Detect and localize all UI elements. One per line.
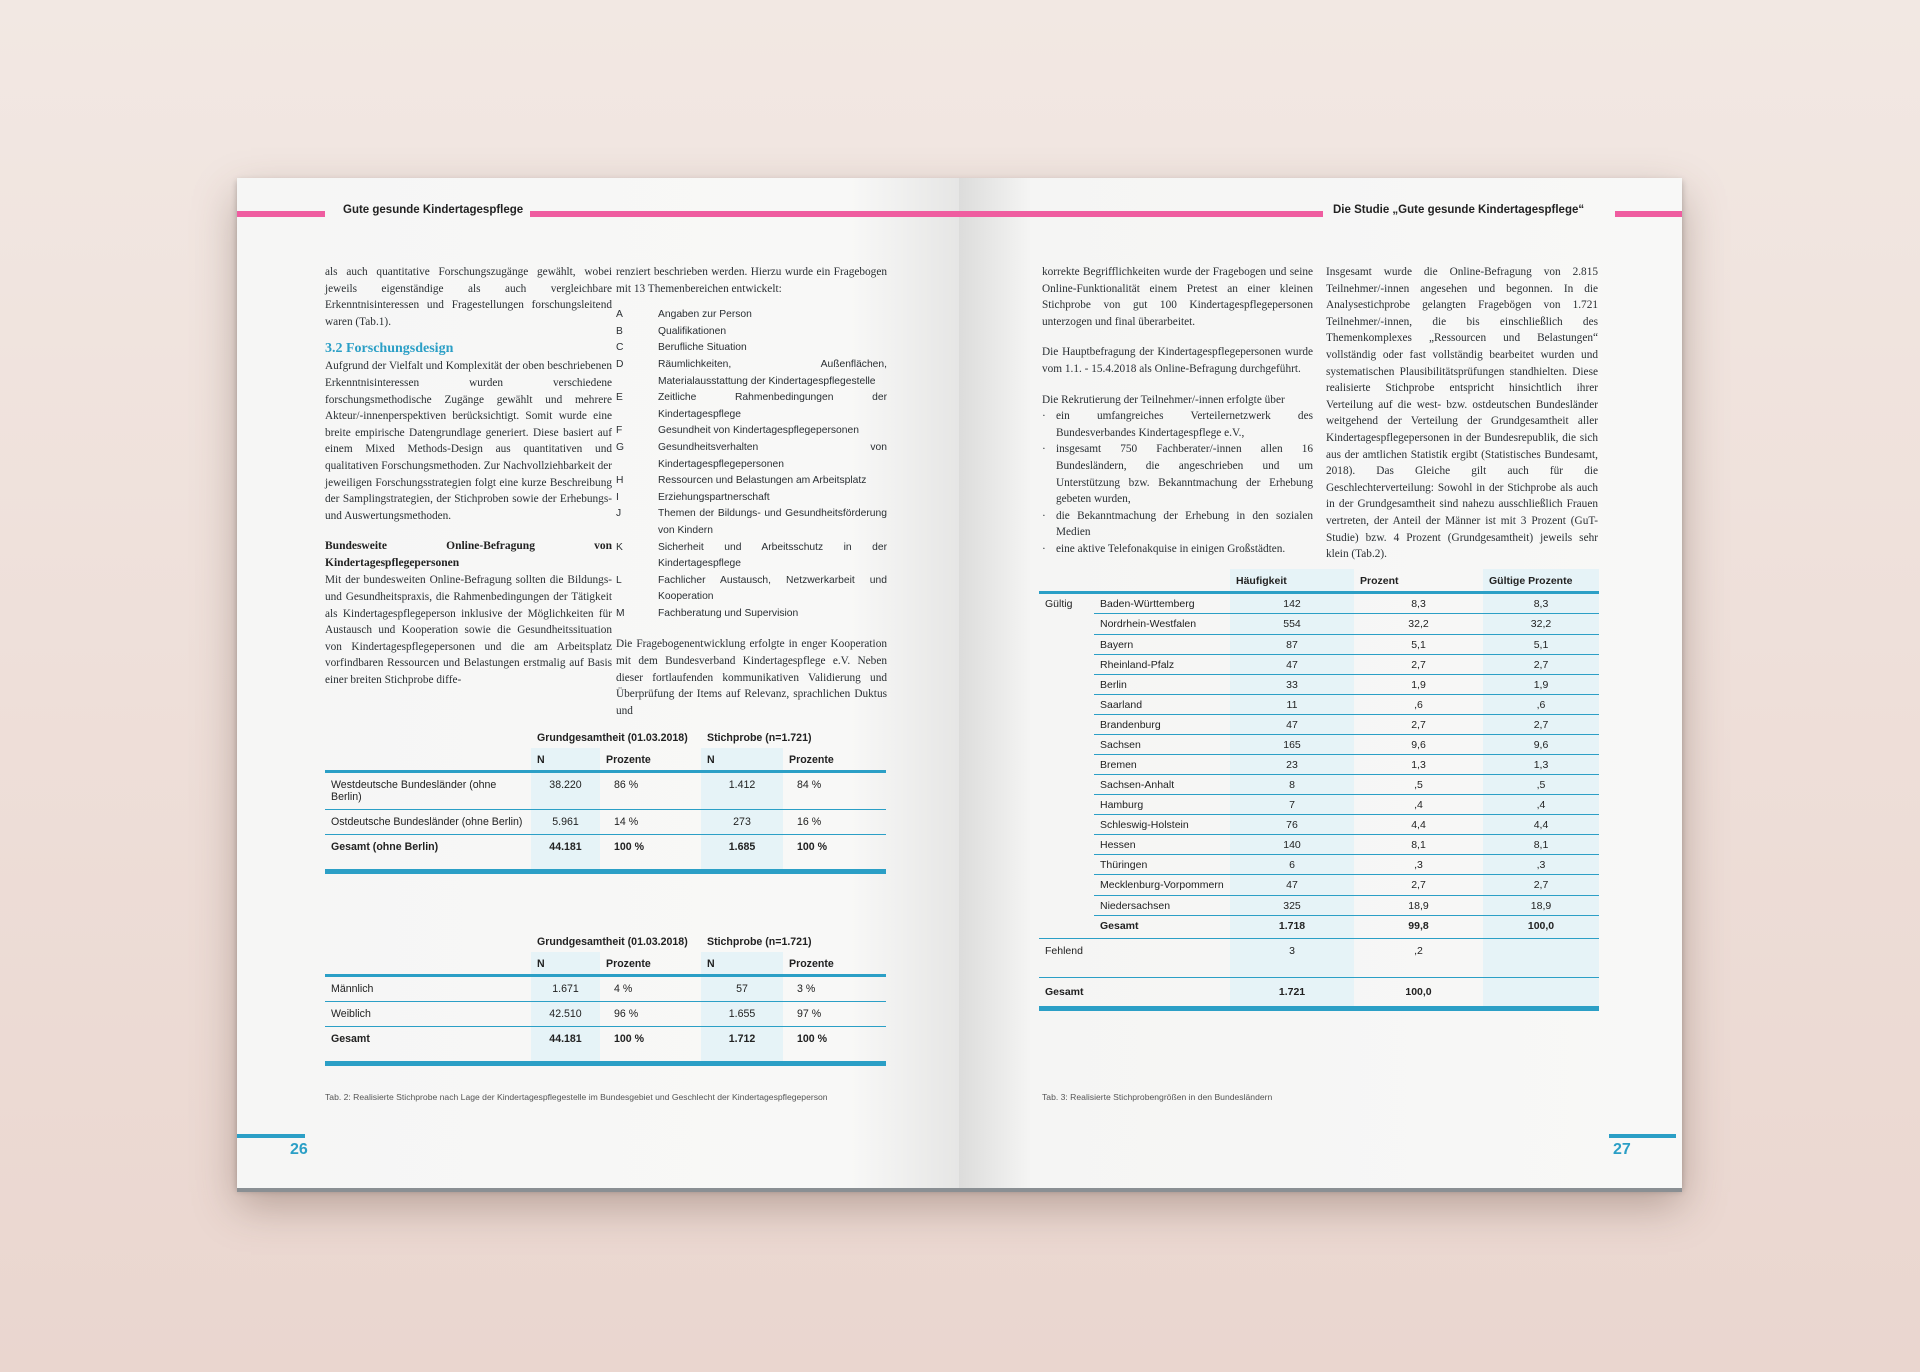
cell-percent: 1,9 xyxy=(1354,675,1483,695)
state-name: Baden-Württemberg xyxy=(1094,593,1230,614)
cell-frequency: 142 xyxy=(1230,593,1354,614)
cell-frequency: 1.718 xyxy=(1230,916,1354,939)
cell-frequency: 11 xyxy=(1230,695,1354,715)
topic-list xyxy=(616,307,887,622)
header-rule-left xyxy=(237,211,325,217)
table3-col-valid: Gültige Prozente xyxy=(1483,569,1599,593)
cell-percent: 100,0 xyxy=(1354,978,1483,1009)
total-label: Gesamt xyxy=(1039,978,1230,1009)
topic-text: Gesundheitsverhalten von Kindertagespflegepersonen xyxy=(658,441,887,470)
topic-text: Ressourcen und Belastungen am Arbeitsplatz xyxy=(658,475,867,487)
sample-paragraph: Insgesamt wurde die Online-Befragung von 2.815 Teilnehmer/-innen angesehen und begonnen. In die Analysestichprobe gelangten Fragebögen von 1.721 Teilnehmer/-innen, die bis einschließlich des Themenkomplexes „Ressourcen und Belastungen“ vollständig oder fast vollständig bearbeitet wurden und systematischen Plausibilitätsprüfungen standhielten. Diese realisierte Stichprobe entspricht hinsichtlich ihrer Verteilung auf die west- bzw. ostdeutschen Bundesländer weitgehend der Verteilung der Grundgesamtheit aller Kindertagespflegepersonen in der Bundesrepublik, die sich aus der amtlichen Statistik ergibt (Statistisches Bundesamt, 2018). Das Gleiche gilt auch für die Geschlechterverteilung: Sowohl in der Stichprobe als auch in der Grundgesamtheit sind nahezu ausschließlich Frauen vertreten, der Anteil der Männer ist mit 3 Prozent (GuT-Studie) bzw. 4 Prozent (Grundgesamtheit) jeweils sehr klein (Tab.2). xyxy=(1326,266,1598,561)
cell-n1: 42.510 xyxy=(531,1002,600,1027)
group-label xyxy=(1039,835,1094,855)
row-label: Gesamt xyxy=(325,1027,531,1064)
state-name: Sachsen-Anhalt xyxy=(1094,775,1230,795)
subtotal-label: Gesamt xyxy=(1094,916,1230,939)
group-label xyxy=(1039,614,1094,635)
topic-letter: F xyxy=(616,425,623,437)
topic-letter: A xyxy=(616,309,623,321)
missing-label: Fehlend xyxy=(1039,939,1230,978)
topic-letter: M xyxy=(616,607,625,619)
page-number-right: 27 xyxy=(1613,1141,1631,1158)
topic-text: Fachlicher Austausch, Netzwerkarbeit und Kooperation xyxy=(658,574,887,603)
table-region xyxy=(325,930,886,1066)
topic-letter: J xyxy=(616,508,622,520)
intro-paragraph: als auch quantitative Forschungszugänge gewählt, wobei jeweils eigenständige als auch vergleichbare Erkenntnisinteressen und Fragestellungen forschungsleitend waren (Tab.1). xyxy=(325,266,612,328)
group-label xyxy=(1039,755,1094,775)
sub-paragraph: Mit der bundesweiten Online-Befragung sollten die Bildungs- und Gesundheitspraxis, die Rahmenbedingungen der Tätigkeit als Kindertagespflegeperson inklusive der Möglichkeiten für Austausch und Kooperation sowie die Gesundheitssituation von Kindertagespflegepersonen und die am Arbeitsplatz vorfindbaren Ressourcen und Belastungen erstmalig auf Basis einer breiten Stichprobe diffe- xyxy=(325,574,612,686)
topic-text: Angaben zur Person xyxy=(658,309,752,321)
book-bottom-edge xyxy=(237,1188,1682,1192)
topic-text: Berufliche Situation xyxy=(658,342,747,354)
cell-valid-percent: 2,7 xyxy=(1483,875,1599,896)
cell-percent: 4,4 xyxy=(1354,815,1483,835)
table2-col-n1: N xyxy=(531,952,600,976)
cell-valid-percent: 18,9 xyxy=(1483,896,1599,916)
cell-n2: 1.412 xyxy=(701,772,783,810)
topic-letter: L xyxy=(616,574,622,586)
cell-percent: 5,1 xyxy=(1354,635,1483,655)
table-row xyxy=(325,810,886,835)
cell-percent: 8,1 xyxy=(1354,835,1483,855)
cell-valid-percent: 100,0 xyxy=(1483,916,1599,939)
cell-p2: 100 % xyxy=(783,1027,886,1064)
table-row-total xyxy=(1039,978,1599,1009)
cell-frequency: 165 xyxy=(1230,735,1354,755)
cell-frequency: 325 xyxy=(1230,896,1354,916)
topic-letter: I xyxy=(616,491,619,503)
cell-n1: 1.671 xyxy=(531,976,600,1002)
cell-frequency: 47 xyxy=(1230,875,1354,896)
table3-col-percent: Prozent xyxy=(1354,569,1483,593)
table2-group2: Stichprobe (n=1.721) xyxy=(707,936,812,948)
topic-letter: C xyxy=(616,342,624,354)
topic-item xyxy=(616,307,887,324)
table-row xyxy=(1039,815,1599,835)
group-label xyxy=(1039,795,1094,815)
state-name: Sachsen xyxy=(1094,735,1230,755)
cell-frequency: 8 xyxy=(1230,775,1354,795)
running-head-right: Die Studie „Gute gesunde Kindertagespflege“ xyxy=(1333,204,1585,216)
group-label xyxy=(1039,735,1094,755)
cell-percent: 9,6 xyxy=(1354,735,1483,755)
table1-col-n2: N xyxy=(701,748,783,772)
cell-p1: 100 % xyxy=(600,835,701,872)
cell-valid-percent: 32,2 xyxy=(1483,614,1599,635)
cell-valid-percent: 2,7 xyxy=(1483,715,1599,735)
development-paragraph: Die Fragebogenentwicklung erfolgte in enger Kooperation mit dem Bundesverband Kindertagespflege e.V. Neben dieser fortlaufenden kommunikativen Validierung und Überprüfung der Items auf Relevanz, sprachlichen Duktus und xyxy=(616,638,887,717)
group-label xyxy=(1039,635,1094,655)
state-name: Hamburg xyxy=(1094,795,1230,815)
state-name: Schleswig-Holstein xyxy=(1094,815,1230,835)
table-row xyxy=(325,1002,886,1027)
cell-valid-percent: 2,7 xyxy=(1483,655,1599,675)
table-row-subtotal xyxy=(1039,916,1599,939)
cell-percent: ,3 xyxy=(1354,855,1483,875)
cell-valid-percent: 1,3 xyxy=(1483,755,1599,775)
bullet-item: · eine aktive Telefonakquise in einigen Großstädten. xyxy=(1042,541,1313,558)
state-name: Rheinland-Pfalz xyxy=(1094,655,1230,675)
group-label xyxy=(1039,815,1094,835)
topic-item xyxy=(616,490,887,507)
cell-percent: 8,3 xyxy=(1354,593,1483,614)
header-rule-right-2 xyxy=(1615,211,1682,217)
topic-item xyxy=(616,440,887,473)
table-row xyxy=(1039,835,1599,855)
left-column-2 xyxy=(616,264,887,719)
topic-item xyxy=(616,423,887,440)
cell-frequency: 87 xyxy=(1230,635,1354,655)
footer-rule-right xyxy=(1609,1134,1676,1138)
cell-percent: 2,7 xyxy=(1354,875,1483,896)
group-label xyxy=(1039,875,1094,896)
topic-text: Zeitliche Rahmenbedingungen der Kindertagespflege xyxy=(658,392,887,420)
cell-percent: 2,7 xyxy=(1354,715,1483,735)
cell-frequency: 33 xyxy=(1230,675,1354,695)
table-row xyxy=(1039,635,1599,655)
right-page xyxy=(959,178,1682,1188)
recruitment-paragraph: Die Rekrutierung der Teilnehmer/-innen erfolgte über xyxy=(1042,393,1285,406)
row-label: Westdeutsche Bundesländer (ohne Berlin) xyxy=(325,772,531,810)
cell-frequency: 23 xyxy=(1230,755,1354,775)
running-head-left: Gute gesunde Kindertagespflege xyxy=(343,204,524,216)
table-row xyxy=(1039,896,1599,916)
cell-valid-percent: 8,1 xyxy=(1483,835,1599,855)
cell-percent: ,4 xyxy=(1354,795,1483,815)
cell-valid-percent: 1,9 xyxy=(1483,675,1599,695)
cell-frequency: 47 xyxy=(1230,655,1354,675)
topic-text: Themen der Bildungs- und Gesundheitsförderung von Kindern xyxy=(658,508,887,536)
topic-letter: G xyxy=(616,441,625,453)
footer-rule-left xyxy=(237,1134,305,1138)
row-label: Männlich xyxy=(325,976,531,1002)
state-name: Bayern xyxy=(1094,635,1230,655)
table2-col-n2: N xyxy=(701,952,783,976)
cell-n1: 44.181 xyxy=(531,835,600,872)
topic-text: Fachberatung und Supervision xyxy=(658,607,799,619)
table-row xyxy=(1039,775,1599,795)
cell-percent: 32,2 xyxy=(1354,614,1483,635)
cell-valid-percent: ,4 xyxy=(1483,795,1599,815)
cell-frequency: 76 xyxy=(1230,815,1354,835)
table1-group2: Stichprobe (n=1.721) xyxy=(707,732,812,744)
topic-text: Sicherheit und Arbeitsschutz in der Kindertagespflege xyxy=(658,541,887,570)
cell-p2: 3 % xyxy=(783,976,886,1002)
cell-percent: ,5 xyxy=(1354,775,1483,795)
main-survey-paragraph: Die Hauptbefragung der Kindertagespflegepersonen wurde vom 1.1. - 15.4.2018 als Online-Befragung durchgeführt. xyxy=(1042,346,1313,375)
section-paragraph: Aufgrund der Vielfalt und Komplexität der oben beschriebenen Erkenntnisinteressen wurden verschiedene forschungsmethodische Zugänge gewählt und mehrere Akteur/-innenperspektiven berücksichtigt. Somit wurde eine breite empirische Datengrundlage generiert. Diese basiert auf einem Mixed Methods-Design aus quantitativen und qualitativen Forschungsmethoden. Zur Nachvollziehbarkeit der jeweiligen Forschungsstrategien folgt eine kurze Beschreibung der Samplingstrategien, der Stichproben sowie der Erhebungs- und Auswertungsmethoden. xyxy=(325,360,612,522)
table1-group1: Grundgesamtheit (01.03.2018) xyxy=(537,732,688,744)
state-name: Saarland xyxy=(1094,695,1230,715)
cell-percent: 1,3 xyxy=(1354,755,1483,775)
topic-item xyxy=(616,473,887,490)
bullet-item: · ein umfangreiches Verteilernetzwerk des Bundesverbandes Kindertagespflege e.V., xyxy=(1042,408,1313,441)
page-number-left: 26 xyxy=(290,1141,308,1158)
topic-letter: B xyxy=(616,325,623,337)
cell-percent: 2,7 xyxy=(1354,655,1483,675)
cell-valid-percent: ,3 xyxy=(1483,855,1599,875)
topic-item xyxy=(616,506,887,539)
state-name: Niedersachsen xyxy=(1094,896,1230,916)
table1-col-n1: N xyxy=(531,748,600,772)
topics-intro: renziert beschrieben werden. Hierzu wurde ein Fragebogen mit 13 Themenbereichen entwickelt: xyxy=(616,266,887,295)
table-row xyxy=(325,772,886,810)
cell-p2: 97 % xyxy=(783,1002,886,1027)
table2-caption: Tab. 2: Realisierte Stichprobe nach Lage der Kindertagespflegestelle im Bundesgebiet und Geschlecht der Kindertagespflegeperson xyxy=(325,1092,828,1102)
table-row xyxy=(1039,855,1599,875)
state-name: Hessen xyxy=(1094,835,1230,855)
sub-heading: Bundesweite Online-Befragung von Kindertagespflegepersonen xyxy=(325,540,612,570)
topic-text: Erziehungspartnerschaft xyxy=(658,491,770,503)
topic-item xyxy=(616,390,887,423)
cell-frequency: 140 xyxy=(1230,835,1354,855)
cell-valid-percent: ,5 xyxy=(1483,775,1599,795)
table-row xyxy=(1039,695,1599,715)
table-row xyxy=(1039,655,1599,675)
row-label: Gesamt (ohne Berlin) xyxy=(325,835,531,872)
group-label xyxy=(1039,775,1094,795)
table2-col-p1: Prozente xyxy=(600,952,701,976)
pretest-paragraph: korrekte Begrifflichkeiten wurde der Fragebogen und seine Online-Funktionalität einem Pretest an einer kleinen Stichprobe von gut 100 Kindertagespflegepersonen unterzogen und final überarbeitet. xyxy=(1042,266,1313,328)
topic-letter: K xyxy=(616,541,623,553)
state-name: Mecklenburg-Vorpommern xyxy=(1094,875,1230,896)
group-label xyxy=(1039,916,1094,939)
row-label: Weiblich xyxy=(325,1002,531,1027)
topic-letter: H xyxy=(616,475,624,487)
table-row xyxy=(325,835,886,872)
topic-item xyxy=(616,573,887,606)
table-row xyxy=(1039,675,1599,695)
header-rule-right xyxy=(959,211,1323,217)
table2-group1: Grundgesamtheit (01.03.2018) xyxy=(537,936,688,948)
cell-n2: 1.655 xyxy=(701,1002,783,1027)
table-row xyxy=(325,1027,886,1064)
table-row xyxy=(1039,735,1599,755)
cell-p2: 100 % xyxy=(783,835,886,872)
topic-text: Gesundheit von Kindertagespflegepersonen xyxy=(658,425,859,437)
table-row-missing xyxy=(1039,939,1599,978)
group-label xyxy=(1039,695,1094,715)
table-row xyxy=(1039,795,1599,815)
cell-n1: 44.181 xyxy=(531,1027,600,1064)
bullet-item: · insgesamt 750 Fachberater/-innen allen 16 Bundesländern, die angeschrieben und um Unterstützung bzw. Bekanntmachung der Erhebung gebeten wurden, xyxy=(1042,441,1313,507)
cell-frequency: 3 xyxy=(1230,939,1354,978)
table3-caption: Tab. 3: Realisierte Stichprobengrößen in den Bundesländern xyxy=(1042,1092,1273,1102)
table-row xyxy=(325,976,886,1002)
topic-item xyxy=(616,606,887,623)
group-label xyxy=(1039,855,1094,875)
cell-n2: 57 xyxy=(701,976,783,1002)
group-label xyxy=(1039,715,1094,735)
topic-item xyxy=(616,540,887,573)
cell-valid-percent: 5,1 xyxy=(1483,635,1599,655)
cell-percent: 18,9 xyxy=(1354,896,1483,916)
cell-p1: 96 % xyxy=(600,1002,701,1027)
left-page xyxy=(237,178,959,1188)
cell-n2: 1.712 xyxy=(701,1027,783,1064)
state-name: Thüringen xyxy=(1094,855,1230,875)
group-label xyxy=(1039,655,1094,675)
cell-n2: 1.685 xyxy=(701,835,783,872)
cell-p2: 84 % xyxy=(783,772,886,810)
cell-percent: ,6 xyxy=(1354,695,1483,715)
open-book xyxy=(237,178,1682,1188)
cell-valid-percent: 9,6 xyxy=(1483,735,1599,755)
table-row xyxy=(1039,715,1599,735)
state-name: Nordrhein-Westfalen xyxy=(1094,614,1230,635)
table3-col-freq: Häufigkeit xyxy=(1230,569,1354,593)
topic-item xyxy=(616,324,887,341)
state-name: Berlin xyxy=(1094,675,1230,695)
table1-col-p1: Prozente xyxy=(600,748,701,772)
cell-percent: ,2 xyxy=(1354,939,1483,978)
row-label: Ostdeutsche Bundesländer (ohne Berlin) xyxy=(325,810,531,835)
state-name: Brandenburg xyxy=(1094,715,1230,735)
topic-text: Qualifikationen xyxy=(658,325,727,337)
table-region xyxy=(325,726,886,874)
cell-frequency: 47 xyxy=(1230,715,1354,735)
cell-p1: 86 % xyxy=(600,772,701,810)
section-heading: 3.2 Forschungsdesign xyxy=(325,341,454,357)
cell-n2: 273 xyxy=(701,810,783,835)
group-label xyxy=(1039,896,1094,916)
group-label xyxy=(1039,675,1094,695)
table-row xyxy=(1039,614,1599,635)
cell-frequency: 6 xyxy=(1230,855,1354,875)
cell-p1: 100 % xyxy=(600,1027,701,1064)
recruitment-list xyxy=(1042,408,1313,557)
header-rule-left-2 xyxy=(530,211,959,217)
cell-frequency: 7 xyxy=(1230,795,1354,815)
group-label: Gültig xyxy=(1045,598,1073,610)
cell-valid-percent xyxy=(1483,978,1599,1009)
topic-letter: D xyxy=(616,358,624,370)
topic-item xyxy=(616,357,887,390)
table-region xyxy=(1039,569,1599,1011)
cell-valid-percent: 4,4 xyxy=(1483,815,1599,835)
cell-frequency: 554 xyxy=(1230,614,1354,635)
cell-n1: 38.220 xyxy=(531,772,600,810)
cell-percent: 99,8 xyxy=(1354,916,1483,939)
cell-n1: 5.961 xyxy=(531,810,600,835)
table1-col-p2: Prozente xyxy=(783,748,886,772)
right-column-2 xyxy=(1326,264,1598,563)
cell-frequency: 1.721 xyxy=(1230,978,1354,1009)
topic-text: Räumlichkeiten, Außenflächen, Materialausstattung der Kindertagespflegestelle xyxy=(658,358,887,387)
state-name: Bremen xyxy=(1094,755,1230,775)
cell-valid-percent: ,6 xyxy=(1483,695,1599,715)
bullet-item: · die Bekanntmachung der Erhebung in den sozialen Medien xyxy=(1042,508,1313,541)
left-column-1 xyxy=(325,264,612,688)
table2-col-p2: Prozente xyxy=(783,952,886,976)
topic-item xyxy=(616,340,887,357)
cell-p1: 14 % xyxy=(600,810,701,835)
cell-valid-percent xyxy=(1483,939,1599,978)
cell-p2: 16 % xyxy=(783,810,886,835)
cell-valid-percent: 8,3 xyxy=(1483,593,1599,614)
table-row xyxy=(1039,875,1599,896)
right-column-1 xyxy=(1042,264,1313,558)
topic-letter: E xyxy=(616,392,623,404)
table-row xyxy=(1039,593,1599,614)
cell-p1: 4 % xyxy=(600,976,701,1002)
table-row xyxy=(1039,755,1599,775)
